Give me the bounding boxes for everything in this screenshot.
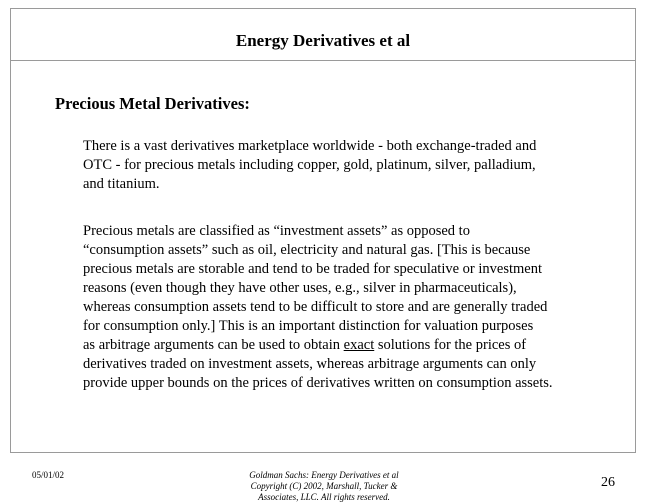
footer-line: Associates, LLC. All rights reserved. [258,492,390,502]
footer-copyright [194,470,454,503]
text-line: reasons (even though they have other uses, e.g., silver in pharmaceuticals), [83,280,517,296]
title-divider [11,60,635,61]
text-line: OTC - for precious metals including copper, gold, platinum, silver, palladium, [83,157,536,173]
text-line: for consumption only.] This is an important distinction for valuation purposes [83,318,534,334]
text-line: Precious metals are classified as “investment assets” as opposed to [83,223,470,239]
text-line: and titanium. [83,176,160,192]
page-number: 26 [601,475,615,490]
footer-line: Goldman Sachs: Energy Derivatives et al [249,470,399,480]
text-segment: solutions for the prices of [374,337,527,353]
paragraph-derivatives-marketplace [83,137,633,194]
slide-title: Energy Derivatives et al [235,31,411,50]
text-line: There is a vast derivatives marketplace worldwide - both exchange-traded and [83,138,537,154]
section-heading: Precious Metal Derivatives: [55,94,250,113]
paragraph-investment-assets [83,222,633,393]
text-line: whereas consumption assets tend to be difficult to store and are generally traded [83,299,548,315]
text-line: “consumption assets” such as oil, electricity and natural gas. [This is because [83,242,531,258]
text-line: derivatives traded on investment assets, whereas arbitrage arguments can only [83,356,537,372]
text-line: provide upper bounds on the prices of derivatives written on consumption assets. [83,375,553,391]
text-segment: as arbitrage arguments can be used to obtain [83,337,344,353]
text-line-with-emphasis [83,336,633,355]
underlined-word-exact: exact [343,337,375,353]
footer-date: 05/01/02 [32,470,65,480]
text-line: precious metals are storable and tend to be traded for speculative or investment [83,261,543,277]
footer-line: Copyright (C) 2002, Marshall, Tucker & [250,481,398,491]
